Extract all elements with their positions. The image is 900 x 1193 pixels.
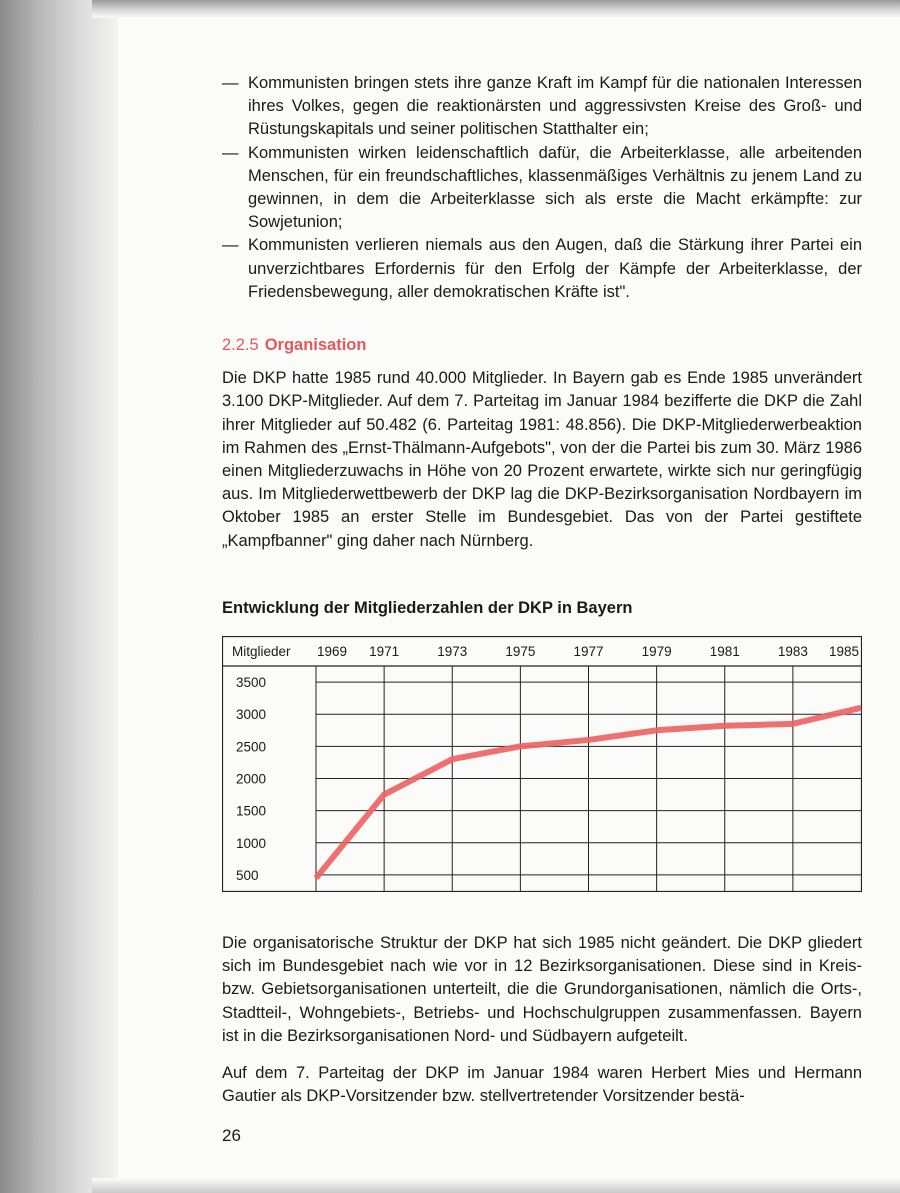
section-number: 2.2.5: [222, 336, 259, 355]
y-tick-label: 2000: [236, 771, 267, 787]
x-tick-label: 1977: [573, 644, 604, 660]
x-tick-label: 1971: [369, 644, 400, 660]
chart-svg: [222, 636, 862, 892]
party-congress-paragraph: Auf dem 7. Parteitag der DKP im Januar 1984 waren Herbert Mies und Hermann Gautier als DKP-Vorsitzender bzw. stellvertretender Vorsitzender bestä-: [222, 1064, 862, 1106]
y-tick-label: 1000: [236, 835, 267, 851]
bullet-text: Kommunisten verlieren niemals aus den Augen, daß die Stärkung ihrer Partei ein unverzichtbares Erfordernis für den Erfolg der Kämpfe der Arbeiterklasse, der Friedensbewegung, aller demokratischen Kräfte ist".: [248, 236, 862, 301]
bullet-text: Kommunisten bringen stets ihre ganze Kraft im Kampf für die nationalen Interessen ihres Volkes, gegen die reaktionärsten und aggressivsten Kreise des Groß- und Rüstungskapitals und seiner politischen Statthalter ein;: [248, 74, 862, 139]
y-tick-label: 3500: [236, 675, 267, 691]
dash-marker: —: [222, 143, 239, 162]
section-heading: [222, 334, 862, 357]
x-tick-label: 1981: [709, 644, 740, 660]
y-tick-label: 3000: [236, 707, 267, 723]
dash-marker: —: [222, 74, 239, 92]
x-axis-label: Mitglieder: [232, 644, 291, 660]
y-tick-label: 500: [236, 867, 259, 883]
x-tick-label: 1973: [437, 644, 468, 660]
after-chart-text: [222, 932, 862, 1108]
y-tick-label: 2500: [236, 739, 267, 755]
x-tick-label: 1985: [828, 644, 859, 660]
section-title: Organisation: [264, 336, 367, 355]
x-tick-label: 1975: [505, 644, 536, 660]
bullet-text: Kommunisten wirken leidenschaftlich dafür, die Arbeiterklasse, alle arbeitenden Menschen, für ein freundschaftliches, klassenmäßiges Verhältnis zu jenem Land zu gewinnen, in dem die Arbeiterklasse sich als erste die Macht erkämpfte: zur Sowjetunion;: [248, 143, 862, 232]
page-bottom-edge: [92, 1178, 900, 1193]
chart-title: Entwicklung der Mitgliederzahlen der DKP in Bayern: [222, 598, 633, 617]
list-item: [222, 234, 862, 304]
x-tick-label: 1979: [641, 644, 672, 660]
list-item: [222, 142, 862, 235]
organisation-paragraph: Die DKP hatte 1985 rund 40.000 Mitglieder. In Bayern gab es Ende 1985 unverändert 3.100 DKP-Mitglieder. Auf dem 7. Parteitag im Januar 1984 bezifferte die DKP die Zahl ihrer Mitglieder auf 50.482 (6. Parteitag 1981: 48.856). Die DKP-Mitgliederwerbeaktion im Rahmen des „Ernst-Thälmann-Aufgebots", von der die Partei bis zum 30. März 1986 einen Mitgliederzuwachs in Höhe von 20 Prozent erwartete, wirkte sich nur geringfügig aus. Im Mitgliederwettbewerb der DKP lag die DKP-Bezirksorganisation Nordbayern im Oktober 1985 an erster Stelle im Bundesgebiet. Das von der Partei gestiftete „Kampfbanner" ging daher nach Nürnberg.: [222, 369, 862, 550]
bullet-list: [222, 72, 862, 304]
page-content: [222, 72, 862, 1108]
page-top-edge: [92, 0, 900, 18]
x-tick-label: 1969: [316, 644, 348, 660]
page-number: 26: [222, 1126, 241, 1145]
membership-chart: [222, 636, 862, 892]
y-tick-label: 1500: [236, 803, 267, 819]
book-binding-shadow: [0, 0, 118, 1193]
structure-paragraph: Die organisatorische Struktur der DKP hat sich 1985 nicht geändert. Die DKP gliedert sich im Bundesgebiet nach wie vor in 12 Bezirksorganisationen. Diese sind in Kreis- bzw. Gebietsorganisationen unterteilt, die die Grundorganisationen, nämlich die Orts-, Stadtteil-, Wohngebiets-, Betriebs- und Hochschulgruppen zusammenfassen. Bayern ist in die Bezirksorganisationen Nord- und Südbayern aufgeteilt.: [222, 934, 862, 1045]
chart-frame: [223, 637, 862, 892]
list-item: [222, 72, 862, 142]
dash-marker: —: [222, 236, 239, 255]
x-tick-label: 1983: [777, 644, 808, 660]
